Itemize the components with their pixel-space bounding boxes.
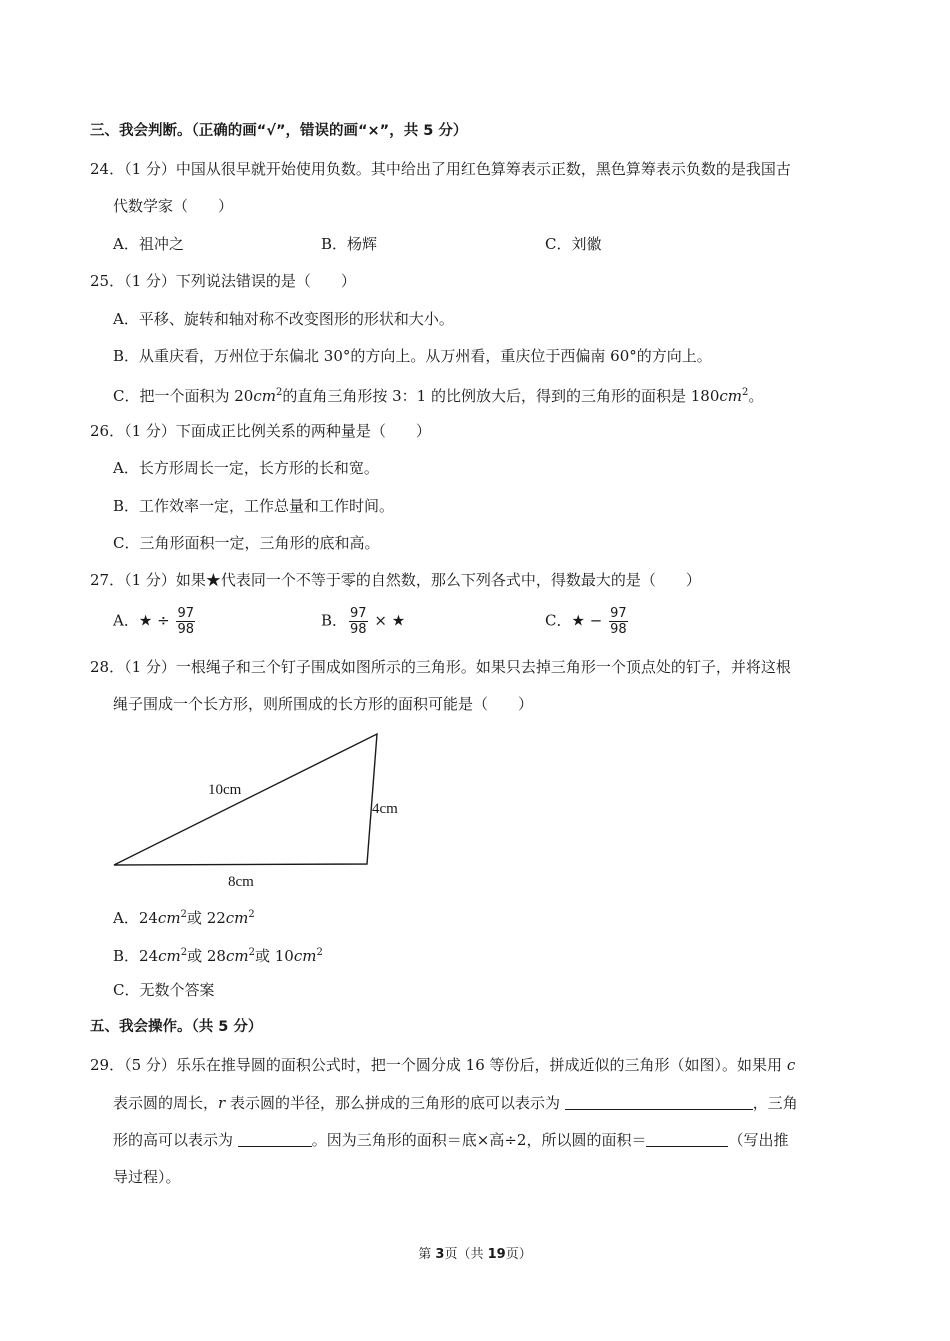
side-label-8cm: 8cm — [228, 874, 254, 890]
question-27-option-b — [321, 606, 405, 637]
unit-cm: cm — [253, 387, 276, 405]
unit-superscript: 2 — [180, 947, 188, 958]
footer-text: 页） — [505, 1247, 532, 1262]
question-24-option-b: B．杨辉 — [321, 235, 378, 253]
unit-superscript: 2 — [248, 947, 255, 958]
option-text: 或 10 — [254, 947, 294, 965]
unit-superscript: 2 — [275, 387, 283, 398]
section-heading-operation: 五、我会操作。（共 5 分） — [90, 1019, 263, 1035]
fraction — [349, 606, 368, 637]
question-24-option-c: C．刘徽 — [545, 235, 602, 253]
variable-c: c — [786, 1056, 796, 1074]
question-25-option-b: B．从重庆看，万州位于东偏北 30°的方向上。从万州看，重庆位于西偏南 60°的方向上。 — [113, 347, 712, 365]
question-27-option-c — [545, 606, 630, 637]
question-28-text-cont: 绳子围成一个长方形，则所围成的长方形的面积可能是（ ） — [113, 695, 534, 713]
question-29-text-line4: 导过程）。 — [113, 1168, 181, 1186]
question-26-option-a: A．长方形周长一定，长方形的长和宽。 — [113, 459, 379, 477]
total-page-number: 19 — [487, 1247, 506, 1262]
option-text: 或 22 — [186, 909, 226, 927]
question-28-option-a — [113, 905, 255, 928]
unit-cm: cm — [157, 909, 181, 927]
answer-blank-area[interactable] — [646, 1130, 728, 1147]
question-28-option-c: C．无数个答案 — [113, 981, 215, 999]
question-29-text — [90, 1055, 795, 1075]
option-c-text-start: C．把一个面积为 20 — [113, 387, 254, 405]
page-footer — [0, 1243, 950, 1262]
option-text: B．24 — [113, 947, 159, 965]
question-29-text-line2 — [113, 1093, 798, 1113]
unit-cm: cm — [293, 947, 317, 965]
unit-cm: cm — [225, 909, 249, 927]
triangle-figure — [100, 725, 420, 895]
question-25-option-a: A．平移、旋转和轴对称不改变图形的形状和大小。 — [113, 310, 454, 328]
side-label-10cm: 10cm — [208, 782, 242, 798]
minus-sign: − — [589, 611, 603, 630]
unit-cm: cm — [719, 387, 742, 405]
question-29-text-line3 — [113, 1130, 789, 1150]
option-c-text-end: 。 — [748, 387, 764, 405]
fraction-denominator: 98 — [350, 622, 367, 637]
fraction-denominator: 98 — [177, 622, 194, 637]
star-symbol: ★ — [391, 611, 406, 630]
question-24-text-cont: 代数学家（ ） — [113, 197, 234, 215]
option-label: C． — [545, 611, 572, 630]
side-label-4cm: 4cm — [372, 801, 398, 817]
option-label: A． — [113, 611, 139, 630]
text-segment: 表示圆的半径，那么拼成的三角形的底可以表示为 — [229, 1094, 560, 1112]
question-24-option-a: A．祖冲之 — [113, 235, 184, 253]
question-29-text-start: 29．（5 分）乐乐在推导圆的面积公式时，把一个圆分成 16 等份后，拼成近似的三角形（如图）。如果用 — [90, 1056, 783, 1074]
unit-superscript: 2 — [316, 947, 323, 958]
question-25-option-c — [113, 383, 763, 406]
option-c-text-middle: 的直角三角形按 3：1 的比例放大后，得到的三角形的面积是 180 — [282, 387, 720, 405]
current-page-number: 3 — [435, 1247, 445, 1262]
unit-superscript: 2 — [248, 909, 255, 920]
fraction-numerator: 97 — [350, 606, 367, 621]
question-24-text: 24．（1 分）中国从很早就开始使用负数。其中给出了用红色算筹表示正数，黑色算筹表示负数的是我国古 — [90, 160, 791, 178]
section-heading-judgement: 三、我会判断。（正确的画“√”，错误的画“×”，共 5 分） — [90, 123, 468, 139]
question-27-text: 27．（1 分）如果★代表同一个不等于零的自然数，那么下列各式中，得数最大的是（ ） — [90, 571, 701, 589]
text-segment: 表示圆的周长， — [113, 1094, 219, 1112]
unit-superscript: 2 — [180, 909, 187, 920]
text-segment: （写出推 — [728, 1131, 789, 1149]
answer-blank-height[interactable] — [238, 1130, 312, 1147]
option-text: 或 28 — [187, 947, 226, 965]
question-26-text: 26．（1 分）下面成正比例关系的两种量是（ ） — [90, 422, 431, 440]
fraction — [176, 606, 195, 637]
fraction-denominator: 98 — [610, 622, 627, 637]
divide-sign: ÷ — [157, 611, 170, 630]
question-28-option-b — [113, 943, 323, 966]
unit-superscript: 2 — [742, 387, 749, 398]
unit-cm: cm — [158, 947, 181, 965]
fraction-numerator: 97 — [177, 606, 194, 621]
unit-cm: cm — [225, 947, 249, 965]
fraction — [609, 606, 628, 637]
variable-r: r — [218, 1094, 226, 1112]
question-26-option-c: C．三角形面积一定，三角形的底和高。 — [113, 534, 380, 552]
footer-text: 页（共 — [444, 1247, 488, 1262]
fraction-numerator: 97 — [610, 606, 627, 621]
question-27-option-a — [113, 606, 197, 637]
text-segment: 。因为三角形的面积＝底×高÷2，所以圆的面积＝ — [311, 1131, 647, 1149]
footer-text: 第 — [418, 1247, 436, 1262]
option-label: B． — [321, 611, 348, 630]
option-text: A．24 — [113, 909, 158, 927]
star-symbol: ★ — [138, 611, 153, 630]
triangle-shape — [114, 734, 377, 865]
text-segment: 形的高可以表示为 — [113, 1131, 234, 1149]
question-28-text: 28．（1 分）一根绳子和三个钉子围成如图所示的三角形。如果只去掉三角形一个顶点处的钉子，并将这根 — [90, 658, 791, 676]
question-26-option-b: B．工作效率一定，工作总量和工作时间。 — [113, 497, 395, 515]
text-segment: ，三角 — [752, 1094, 798, 1112]
answer-blank-base[interactable] — [565, 1093, 753, 1110]
times-sign: × — [374, 611, 387, 630]
star-symbol: ★ — [571, 611, 585, 630]
question-25-text: 25．（1 分）下列说法错误的是（ ） — [90, 272, 356, 290]
